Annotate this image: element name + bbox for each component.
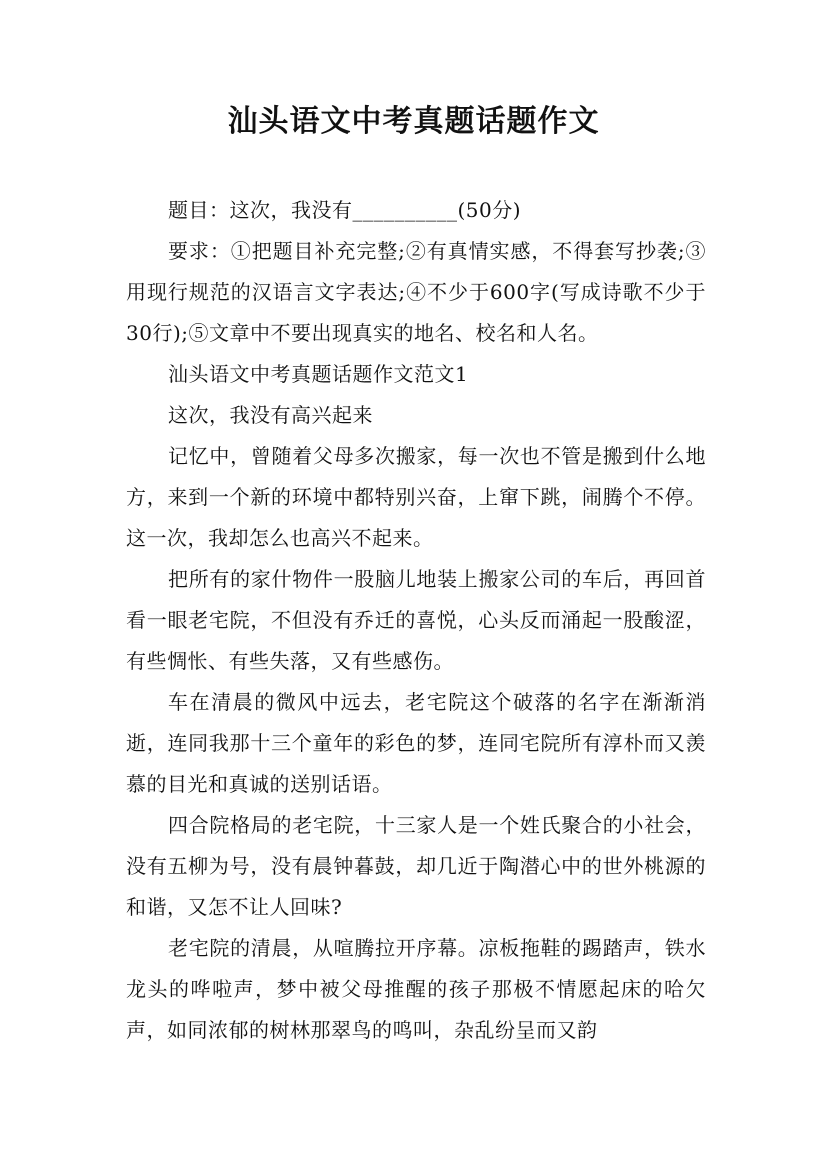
prompt-topic: 题目：这次，我没有__________(50分) xyxy=(168,198,522,222)
essay-paragraph: 记忆中，曾随着父母多次搬家，每一次也不管是搬到什么地方，来到一个新的环境中都特别兴奋，上窜下跳，闹腾个不停。这一次，我却怎么也高兴不起来。 xyxy=(126,444,706,550)
essay-paragraph: 四合院格局的老宅院，十三家人是一个姓氏聚合的小社会，没有五柳为号，没有晨钟暮鼓，却几近于陶潜心中的世外桃源的和谐，又怎不让人回味? xyxy=(126,813,706,919)
essay-paragraph: 车在清晨的微风中远去，老宅院这个破落的名字在渐渐消逝，连同我那十三个童年的彩色的梦，连同宅院所有淳朴而又羡慕的目光和真诚的送别话语。 xyxy=(126,690,706,796)
essay-paragraph: 老宅院的清晨，从喧腾拉开序幕。凉板拖鞋的踢踏声，铁水龙头的哗啦声，梦中被父母推醒的孩子那极不情愿起床的哈欠声，如同浓郁的树林那翠鸟的鸣叫，杂乱纷呈而又韵 xyxy=(126,936,706,1042)
prompt-requirements: 要求：①把题目补充完整;②有真情实感，不得套写抄袭;③用现行规范的汉语言文字表达;④不少于600字(写成诗歌不少于30行);⑤文章中不要出现真实的地名、校名和人名。 xyxy=(126,239,706,345)
essay-paragraph: 把所有的家什物件一股脑儿地装上搬家公司的车后，再回首看一眼老宅院，不但没有乔迁的喜悦，心头反而涌起一股酸涩，有些惆怅、有些失落，又有些感伤。 xyxy=(126,567,706,673)
document-body xyxy=(126,190,706,1051)
sample-heading: 汕头语文中考真题话题作文范文1 xyxy=(168,362,469,386)
document-title: 汕头语文中考真题话题作文 xyxy=(227,104,600,139)
essay-title: 这次，我没有高兴起来 xyxy=(168,403,373,427)
